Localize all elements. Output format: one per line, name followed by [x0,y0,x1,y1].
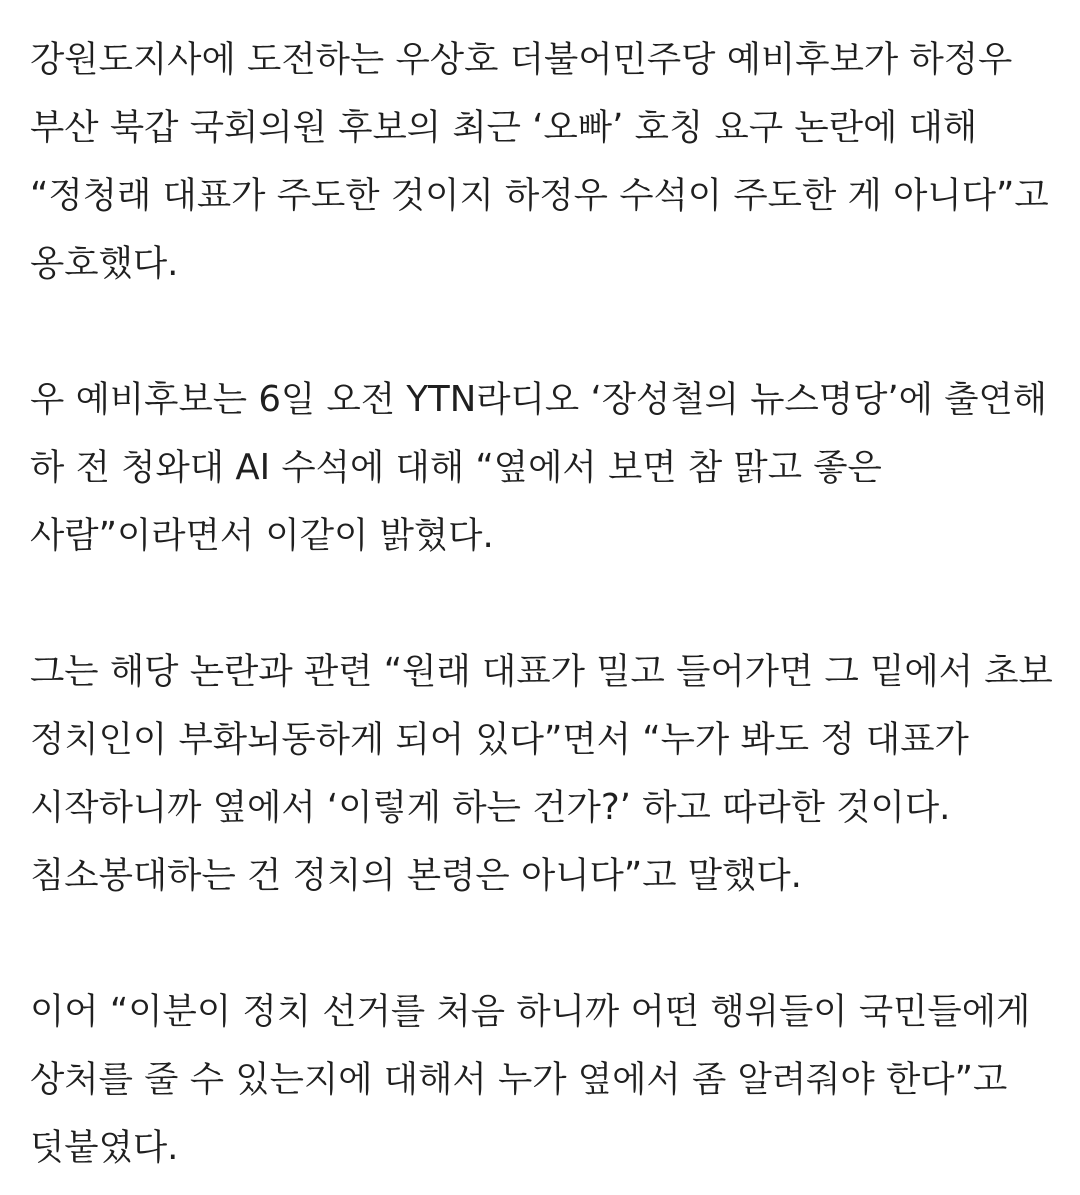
article-paragraph: 강원도지사에 도전하는 우상호 더불어민주당 예비후보가 하정우 부산 북갑 국회의원 후보의 최근 ‘오빠’ 호칭 요구 논란에 대해 “정청래 대표가 주도한 것이지 하정우 수석이 주도한 게 아니다”고 옹호했다. [30,39,1049,284]
article-paragraph: 이어 “이분이 정치 선거를 처음 하니까 어떤 행위들이 국민들에게 상처를 줄 수 있는지에 대해서 누가 옆에서 좀 알려줘야 한다”고 덧붙였다. [30,991,1031,1168]
article-paragraph: 우 예비후보는 6일 오전 YTN라디오 ‘장성철의 뉴스명당’에 출연해 하 전 청와대 AI 수석에 대해 “옆에서 보면 참 맑고 좋은 사람”이라면서 이같이 밝혔다. [30,379,1048,556]
article-paragraph: 그는 해당 논란과 관련 “원래 대표가 밀고 들어가면 그 밑에서 초보 정치인이 부화뇌동하게 되어 있다”면서 “누가 봐도 정 대표가 시작하니까 옆에서 ‘이렇게 하는 건가?’ 하고 따라한 것이다. 침소봉대하는 건 정치의 본령은 아니다”고 말했다. [30,651,1053,896]
article-body [30,26,1055,1182]
